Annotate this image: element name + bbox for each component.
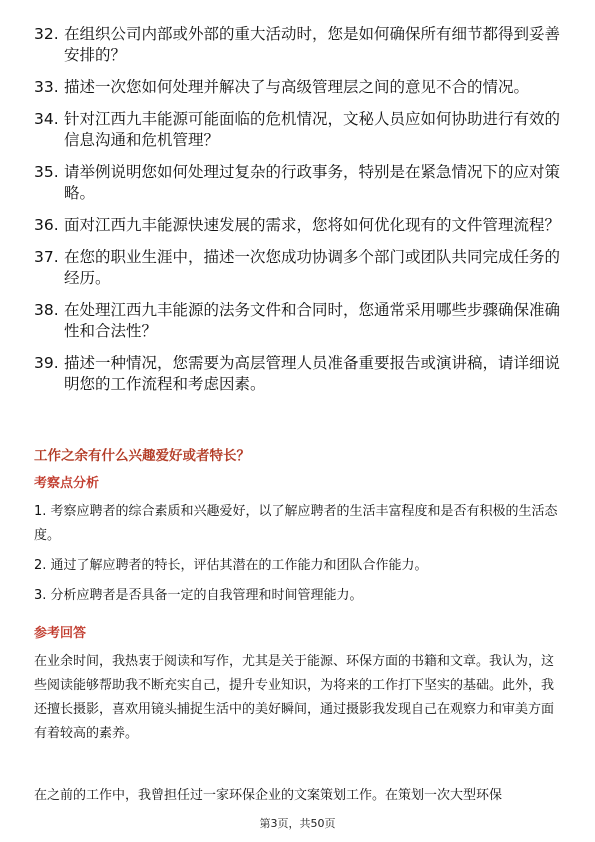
analysis-label: 考察点分析 xyxy=(34,476,100,491)
question-item xyxy=(34,77,564,98)
question-item xyxy=(34,215,564,236)
answer-body xyxy=(34,650,564,808)
question-number: 37. xyxy=(34,248,59,266)
answer-paragraph: 在之前的工作中，我曾担任过一家环保企业的文案策划工作。在策划一次大型环保 xyxy=(34,788,503,803)
question-number: 35. xyxy=(34,163,59,181)
question-text: 描述一次您如何处理并解决了与高级管理层之间的意见不合的情况。 xyxy=(64,78,530,96)
question-text: 在您的职业生涯中，描述一次您成功协调多个部门或团队共同完成任务的经历。 xyxy=(64,248,561,287)
question-text: 在组织公司内部或外部的重大活动时，您是如何确保所有细节都得到妥善安排的？ xyxy=(64,25,561,64)
analysis-point: 1. 考察应聘者的综合素质和兴趣爱好，以了解应聘者的生活丰富程度和是否有积极的生活态度。 xyxy=(34,504,558,543)
question-text: 请举例说明您如何处理过复杂的行政事务，特别是在紧急情况下的应对策略。 xyxy=(64,163,561,202)
question-item xyxy=(34,109,564,151)
answer-label: 参考回答 xyxy=(34,626,87,641)
question-item xyxy=(34,300,564,342)
analysis-point: 2. 通过了解应聘者的特长，评估其潜在的工作能力和团队合作能力。 xyxy=(34,558,428,573)
question-list xyxy=(34,24,564,406)
question-number: 32. xyxy=(34,25,59,43)
question-text: 针对江西九丰能源可能面临的危机情况，文秘人员应如何协助进行有效的信息沟通和危机管理？ xyxy=(64,110,561,149)
question-item xyxy=(34,247,564,289)
question-number: 34. xyxy=(34,110,59,128)
question-item xyxy=(34,24,564,66)
analysis-points xyxy=(34,500,564,614)
question-number: 36. xyxy=(34,216,59,234)
question-text: 描述一种情况，您需要为高层管理人员准备重要报告或演讲稿，请详细说明您的工作流程和考虑因素。 xyxy=(64,354,561,393)
question-text: 面对江西九丰能源快速发展的需求，您将如何优化现有的文件管理流程？ xyxy=(64,216,561,234)
question-item xyxy=(34,353,564,395)
analysis-point: 3. 分析应聘者是否具备一定的自我管理和时间管理能力。 xyxy=(34,588,363,603)
section-heading: 工作之余有什么兴趣爱好或者特长？ xyxy=(34,448,250,464)
question-text: 在处理江西九丰能源的法务文件和合同时，您通常采用哪些步骤确保准确性和合法性？ xyxy=(64,301,561,340)
question-number: 33. xyxy=(34,78,59,96)
page-footer: 第3页，共50页 xyxy=(259,817,336,830)
question-number: 38. xyxy=(34,301,59,319)
question-item xyxy=(34,162,564,204)
answer-paragraph: 在业余时间，我热衷于阅读和写作，尤其是关于能源、环保方面的书籍和文章。我认为，这些阅读能够帮助我不断充实自己，提升专业知识，为将来的工作打下坚实的基础。此外，我还擅长摄影，喜欢用镜头捕捉生活中的美好瞬间，通过摄影我发现自己在观察力和审美方面有着较高的素养。 xyxy=(34,654,555,741)
question-number: 39. xyxy=(34,354,59,372)
